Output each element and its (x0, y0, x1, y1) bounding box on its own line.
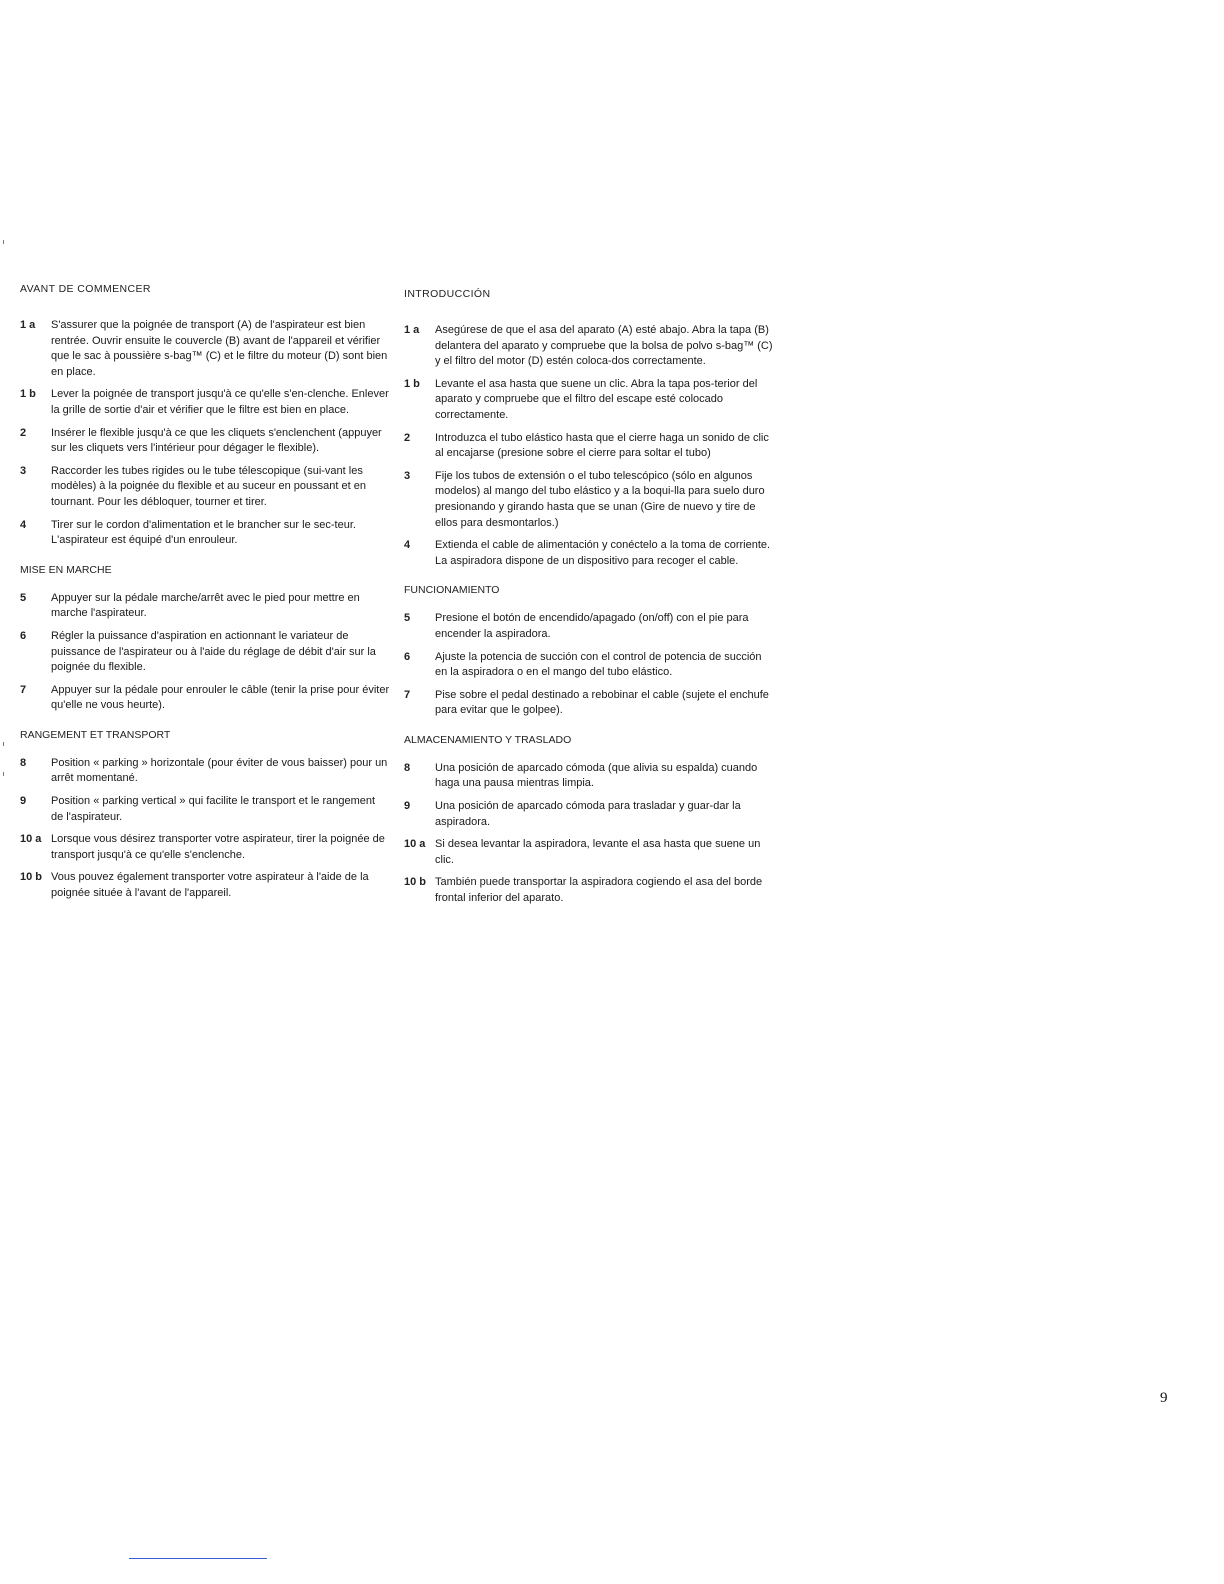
instruction-item (20, 464, 390, 511)
instruction-item (404, 538, 776, 569)
step-number: 3 (20, 464, 27, 477)
step-text: Una posición de aparcado cómoda para trasladar y guar-dar la aspiradora. (435, 800, 741, 828)
step-number: 10 a (20, 833, 42, 846)
instruction-item (404, 688, 776, 719)
step-text: Una posición de aparcado cómoda (que alivia su espalda) cuando haga una pausa mientras limpia. (435, 761, 758, 790)
instruction-item (20, 794, 390, 825)
step-number: 6 (20, 629, 27, 642)
step-text: Si desea levantar la aspiradora, levante el asa hasta que suene un clic. (435, 838, 761, 866)
step-number: 2 (404, 431, 411, 444)
instruction-item (20, 832, 390, 863)
french-column (20, 282, 390, 909)
margin-mark (3, 772, 4, 776)
step-text: Ajuste la potencia de succión con el control de potencia de succión en la aspiradora o en el mango del tubo elástico. (435, 650, 762, 679)
instruction-item (404, 650, 776, 681)
instruction-item (404, 469, 776, 531)
step-number: 1 a (20, 319, 36, 331)
step-number: 4 (20, 518, 27, 531)
page-number: 9 (1160, 1390, 1168, 1406)
step-text: Appuyer sur la pédale marche/arrêt avec le pied pour mettre en marche l'aspirateur. (51, 591, 360, 620)
section-title: MISE EN MARCHE (20, 563, 112, 576)
instruction-item (404, 611, 776, 642)
step-number: 5 (404, 612, 411, 625)
step-number: 3 (404, 469, 411, 482)
step-text: Fije los tubos de extensión o el tubo telescópico (sólo en algunos modelos) al mango del tubo elástico y a la boqui-lla para suelo duro presionando y girando hasta que se unan (Gire de nuevo y tire de ellos para desmontarlos.) (435, 469, 765, 529)
step-text: Levante el asa hasta que suene un clic. Abra la tapa pos-terior del aparato y compruebe que el filtro del escape esté colocado correctamente. (435, 377, 758, 421)
step-text: Presione el botón de encendido/apagado (on/off) con el pie para encender la aspiradora. (435, 612, 749, 640)
step-number: 9 (404, 800, 411, 813)
step-number: 2 (20, 426, 27, 439)
step-number: 1 b (404, 377, 420, 390)
instruction-item (20, 683, 390, 714)
step-text: También puede transportar la aspiradora cogiendo el asa del borde frontal inferior del aparato. (435, 876, 763, 905)
instruction-item (20, 387, 390, 418)
step-number: 8 (404, 761, 411, 774)
step-text: S'assurer que la poignée de transport (A) de l'aspirateur est bien rentrée. Ouvrir ensuite le couvercle (B) avant de l'appareil et vérifier que le sac à poussière s-bag™ (C) et le filtre du moteur (D) sont bien en place. (51, 319, 388, 378)
instruction-item (404, 431, 776, 462)
instruction-item (404, 837, 776, 868)
instruction-item (20, 591, 390, 622)
section-title: RANGEMENT ET TRANSPORT (20, 728, 171, 741)
instruction-item (20, 426, 390, 457)
step-text: Raccorder les tubes rigides ou le tube télescopique (sui-vant les modèles) à la poignée du flexible et au suceur en poussant et en tournant. Pour les débloquer, tourner et tirer. (51, 464, 366, 508)
step-text: Lever la poignée de transport jusqu'à ce qu'elle s'en-clenche. Enlever la grille de sortie d'air et vérifier que le filtre est bien en place. (51, 388, 389, 416)
instruction-item (404, 323, 776, 370)
step-number: 1 b (20, 388, 36, 401)
step-number: 6 (404, 650, 411, 663)
step-text: Appuyer sur la pédale pour enrouler le câble (tenir la prise pour éviter qu'elle ne vous heurte). (51, 683, 390, 712)
step-number: 9 (20, 795, 27, 808)
step-number: 8 (20, 756, 27, 769)
step-text: Régler la puissance d'aspiration en actionnant le variateur de puissance de l'aspirateur ou à l'aide du réglage de débit d'air sur la poignée du flexible. (51, 629, 376, 674)
instruction-item (20, 518, 390, 549)
step-text: Vous pouvez également transporter votre aspirateur à l'aide de la poignée située à l'avant de l'appareil. (51, 871, 369, 900)
step-text: Introduzca el tubo elástico hasta que el cierre haga un sonido de clic al encajarse (presione sobre el cierre para soltar el tubo) (435, 431, 769, 460)
step-number: 10 b (20, 871, 43, 884)
step-number: 10 b (404, 876, 427, 889)
instruction-item (404, 875, 776, 906)
step-text: Position « parking vertical » qui facilite le transport et le rangement de l'aspirateur. (51, 795, 376, 823)
step-text: Pise sobre el pedal destinado a rebobinar el cable (sujete el enchufe para evitar que le golpee). (435, 688, 769, 717)
instruction-item (404, 377, 776, 424)
margin-mark (3, 742, 4, 746)
footer-rule (129, 1558, 267, 1559)
instruction-item (404, 799, 776, 830)
step-text: Tirer sur le cordon d'alimentation et le brancher sur le sec-teur. L'aspirateur est équipé d'un enrouleur. (51, 518, 356, 547)
step-text: Extienda el cable de alimentación y conéctelo a la toma de corriente. La aspiradora dispone de un dispositivo para recoger el cable. (435, 539, 771, 567)
section-title: ALMACENAMIENTO Y TRASLADO (404, 733, 572, 746)
step-number: 4 (404, 539, 411, 552)
instruction-item (20, 629, 390, 676)
instruction-item (20, 318, 390, 380)
step-number: 5 (20, 591, 27, 604)
step-text: Lorsque vous désirez transporter votre aspirateur, tirer la poignée de transport jusqu'à ce qu'elle s'enclenche. (51, 833, 385, 861)
margin-mark (3, 240, 4, 244)
step-text: Position « parking » horizontale (pour éviter de vous baisser) pour un arrêt momentané. (51, 756, 388, 785)
spanish-column (404, 287, 776, 914)
step-number: 7 (20, 683, 27, 696)
section-title: INTRODUCCIÓN (404, 288, 491, 300)
instruction-item (404, 761, 776, 792)
section-title: FUNCIONAMIENTO (404, 584, 500, 597)
step-text: Asegúrese de que el asa del aparato (A) esté abajo. Abra la tapa (B) delantera del aparato y compruebe que la bolsa de polvo s-bag™ (C) y el filtro del motor (D) estén coloca-dos correctamente. (435, 324, 773, 368)
section-title: AVANT DE COMMENCER (20, 283, 151, 295)
instruction-item (20, 870, 390, 901)
step-number: 7 (404, 688, 411, 701)
step-number: 10 a (404, 838, 426, 851)
instruction-item (20, 756, 390, 787)
step-number: 1 a (404, 324, 420, 336)
step-text: Insérer le flexible jusqu'à ce que les cliquets s'enclenchent (appuyer sur les cliquets vers l'intérieur pour dégager le flexible). (51, 426, 382, 455)
